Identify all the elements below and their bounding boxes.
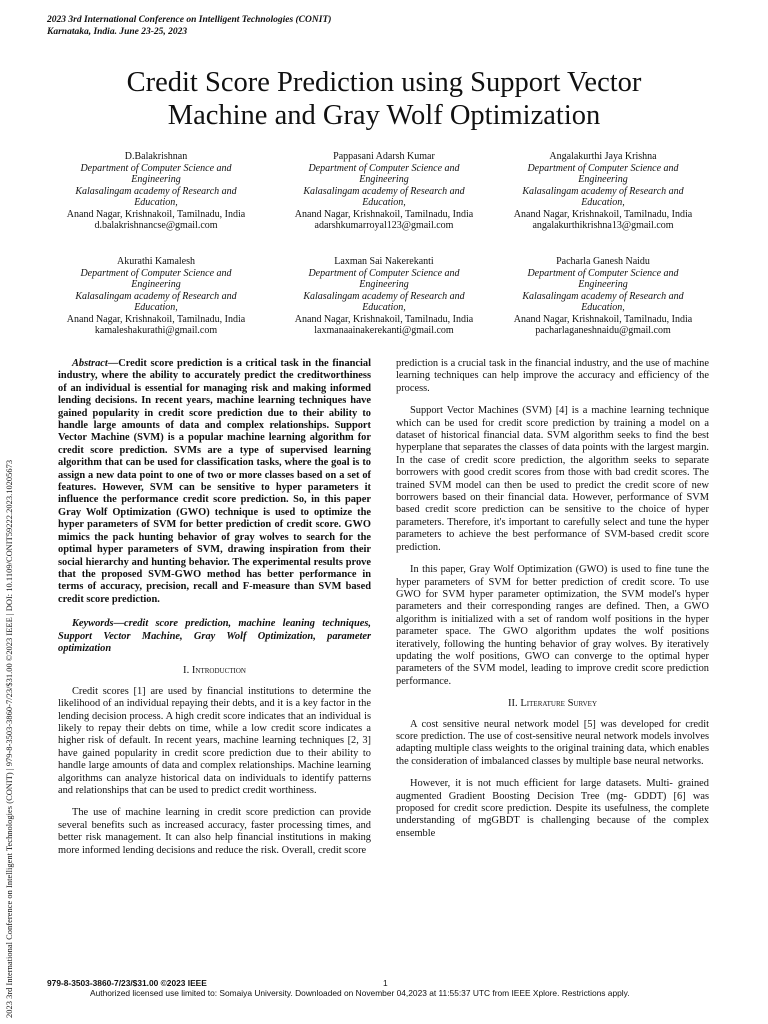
author-dept-cont: Engineering [359, 174, 409, 185]
author-dept-cont: Engineering [359, 279, 409, 290]
author-location: Anand Nagar, Krishnakoil, Tamilnadu, India [513, 313, 693, 325]
introduction-paragraph-2: The use of machine learning in credit score prediction can provide several benefits such as increased accuracy, faster processing times, and better risk management. It can also help financial institutions in making more informed lending decisions and reduce the risk. Overall, credit score [58, 807, 371, 856]
author-email: d.balakrishnancse@gmail.com [94, 220, 218, 231]
author-dept-cont: Engineering [131, 174, 181, 185]
author-institution: Kalasalingam academy of Research and [303, 185, 465, 197]
literature-paragraph-2: However, it is not much efficient for large datasets. Multi- grained augmented Gradient Boosting Decision Tree (mg- GDDT) [6] was proposed for credit score prediction. Despite its usefulness, the complete understanding of mgGBDT is challenging because of the complex ensemble [396, 778, 709, 839]
author-email: angalakurthikrishna13@gmail.com [532, 220, 674, 231]
author-email: laxmanaainakerekanti@gmail.com [314, 325, 454, 336]
author-dept: Department of Computer Science and [80, 162, 232, 174]
author-name: D.Balakrishnan [124, 151, 188, 162]
svm-paragraph: Support Vector Machines (SVM) [4] is a machine learning technique which can be used for credit score prediction by training a model on a dataset of historical financial data. SVM algorithm seeks to find the best hyperplane that separates the classes of data points with the largest margin. In the case of credit score prediction, the algorithm seeks to separate borrowers with good credit scores from those with bad credit scores. The trained SVM model can then be used to predict the credit score of new borrowers based on their financial data. However, performance of SVM based credit score prediction can be sensitive to the choice of hyper parameters. Therefore, it's important to carefully select and tune the hyper parameters to achieve the best performance of SVM-based credit score prediction. [396, 405, 709, 553]
abstract-label: Abstract [72, 358, 108, 369]
author-location: Anand Nagar, Krishnakoil, Tamilnadu, India [66, 208, 246, 220]
conference-location: Karnataka, India. June 23-25, 2023 [47, 27, 188, 37]
author-name: Angalakurthi Jaya Krishna [549, 151, 657, 162]
gwo-paragraph: In this paper, Gray Wolf Optimization (GWO) is used to fine tune the hyper parameters of SVM for better prediction of credit score. To use GWO for SVM hyper parameter optimization, the SVM model's hyper parameters and their corresponding ranges are defined. Then, a GWO algorithm is initialized with a set of random wolf positions in the hyper parameter space. The GWO algorithm updates the wolf positions iteratively, following the hunting behavior of gray wolves. By iteratively updating the wolf positions, GWO can converge to the optimal hyper parameters of the SVM model, leading to improve credit score prediction performance. [396, 564, 709, 687]
author-dept: Department of Computer Science and [527, 162, 679, 174]
author-block-2 [268, 151, 500, 232]
author-dept: Department of Computer Science and [527, 267, 679, 279]
author-institution: Kalasalingam academy of Research and [303, 290, 465, 302]
page-number: 1 [383, 978, 388, 988]
author-location: Anand Nagar, Krishnakoil, Tamilnadu, India [294, 208, 474, 220]
title-line-1: Credit Score Prediction using Support Vector [126, 67, 642, 98]
author-block-1 [40, 151, 272, 232]
left-column [58, 358, 371, 867]
license-notice: Authorized licensed use limited to: Somaiya University. Downloaded on November 04,2023 at 11:55:37 UTC from IEEE Xplore. Restrictions apply. [90, 988, 630, 998]
author-institution-cont: Education, [134, 197, 178, 208]
keywords [58, 618, 371, 655]
author-email: kamaleshakurathi@gmail.com [94, 325, 218, 336]
author-location: Anand Nagar, Krishnakoil, Tamilnadu, India [513, 208, 693, 220]
author-email: pacharlaganeshnaidu@gmail.com [535, 325, 671, 336]
author-block-4 [40, 256, 272, 337]
author-institution: Kalasalingam academy of Research and [75, 290, 237, 302]
section-heading-introduction: I. Introduction [183, 665, 246, 677]
literature-paragraph-1: A cost sensitive neural network model [5] was developed for credit score prediction. The use of cost-sensitive neural network models involves adapting multiple class weights to the original training data, which enables the consideration of imbalanced classes by multiple base neural networks. [396, 718, 709, 767]
author-dept: Department of Computer Science and [80, 267, 232, 279]
right-column [396, 358, 709, 850]
introduction-paragraph-1: Credit scores [1] are used by financial institutions to determine the likelihood of an individual repaying their debts, and it is a key factor in the lending decision process. A high credit score indicates that an individual is likely to repay their debts on time, while a low credit score indicates a higher risk of default. In recent years, machine learning techniques [2, 3] have gained popularity in credit score prediction due to their ability to handle large amounts of data and complex relationships. Machine learning algorithms can analyze historical data on individuals to identify patterns and relationships that can be used to predict credit worthiness. [58, 685, 371, 796]
author-institution: Kalasalingam academy of Research and [522, 290, 684, 302]
author-institution-cont: Education, [134, 302, 178, 313]
keywords-text: —credit score prediction, machine leaning techniques, Support Vector Machine, Gray Wolf Optimization, parameter optimization [58, 618, 371, 654]
author-location: Anand Nagar, Krishnakoil, Tamilnadu, India [66, 313, 246, 325]
section-heading-literature-survey: II. Literature Survey [507, 698, 598, 710]
author-block-3 [487, 151, 719, 232]
author-name: Laxman Sai Nakerekanti [334, 256, 434, 267]
abstract [58, 358, 371, 606]
author-dept-cont: Engineering [578, 174, 628, 185]
author-institution-cont: Education, [362, 197, 406, 208]
abstract-text: —Credit score prediction is a critical task in the financial industry, where the ability to accurately predict the creditworthiness of an individual is essential for managing risk and making informed lending decisions. In recent years, machine learning techniques have gained popularity in credit score prediction due to their ability to handle large amounts of data and complex relationships. Support Vector Machine (SVM) is a popular machine learning algorithm for credit score prediction. SVMs are a type of supervised learning algorithm that can be used for classification tasks, where the goal is to assign a new data point to one of two or more classes based on a set of features. However, SVM can be sensitive to hyper parameters it influence the performance credit score prediction. So, in this paper Gray Wolf Optimization (GWO) technique is used to optimize the hyper parameters of SVM for better prediction of credit score. GWO mimics the pack hunting behavior of gray wolves to search for the optimal hyper parameters of SVM, drawing inspiration from their social hierarchy and hunting behavior. The experimental results prove that the proposed SVM-GWO method has better performance in terms of accuracy, precision, recall and F-measure than SVM based credit score prediction. [58, 358, 371, 605]
author-email: adarshkumarroyal123@gmail.com [314, 220, 454, 231]
author-dept-cont: Engineering [578, 279, 628, 290]
paragraph-continuation: prediction is a crucial task in the financial industry, and the use of machine learning techniques can help improve the accuracy and efficiency of the process. [396, 358, 709, 394]
footer-isbn: 979-8-3503-3860-7/23/$31.00 ©2023 IEEE [47, 978, 207, 988]
author-institution-cont: Education, [581, 197, 625, 208]
author-dept: Department of Computer Science and [308, 162, 460, 174]
author-dept: Department of Computer Science and [308, 267, 460, 279]
author-name: Pappasani Adarsh Kumar [333, 151, 435, 162]
title-line-2: Machine and Gray Wolf Optimization [167, 100, 601, 131]
author-name: Pacharla Ganesh Naidu [556, 256, 650, 267]
conference-name: 2023 3rd International Conference on Intelligent Technologies (CONIT) [47, 15, 332, 25]
paper-title [40, 66, 728, 132]
author-institution-cont: Education, [362, 302, 406, 313]
author-dept-cont: Engineering [131, 279, 181, 290]
author-block-6 [487, 256, 719, 337]
doi-sidebar: 2023 3rd International Conference on Intelligent Technologies (CONIT) | 979-8-3503-3860-7/23/$31.00 ©2023 IEEE | DOI: 10.1109/CONIT59222.2023.10205673 [5, 459, 14, 1018]
author-location: Anand Nagar, Krishnakoil, Tamilnadu, India [294, 313, 474, 325]
author-institution: Kalasalingam academy of Research and [75, 185, 237, 197]
author-institution-cont: Education, [581, 302, 625, 313]
author-institution: Kalasalingam academy of Research and [522, 185, 684, 197]
conference-header [47, 14, 331, 38]
author-block-5 [268, 256, 500, 337]
author-name: Akurathi Kamalesh [116, 256, 196, 267]
keywords-label: Keywords [72, 618, 114, 630]
